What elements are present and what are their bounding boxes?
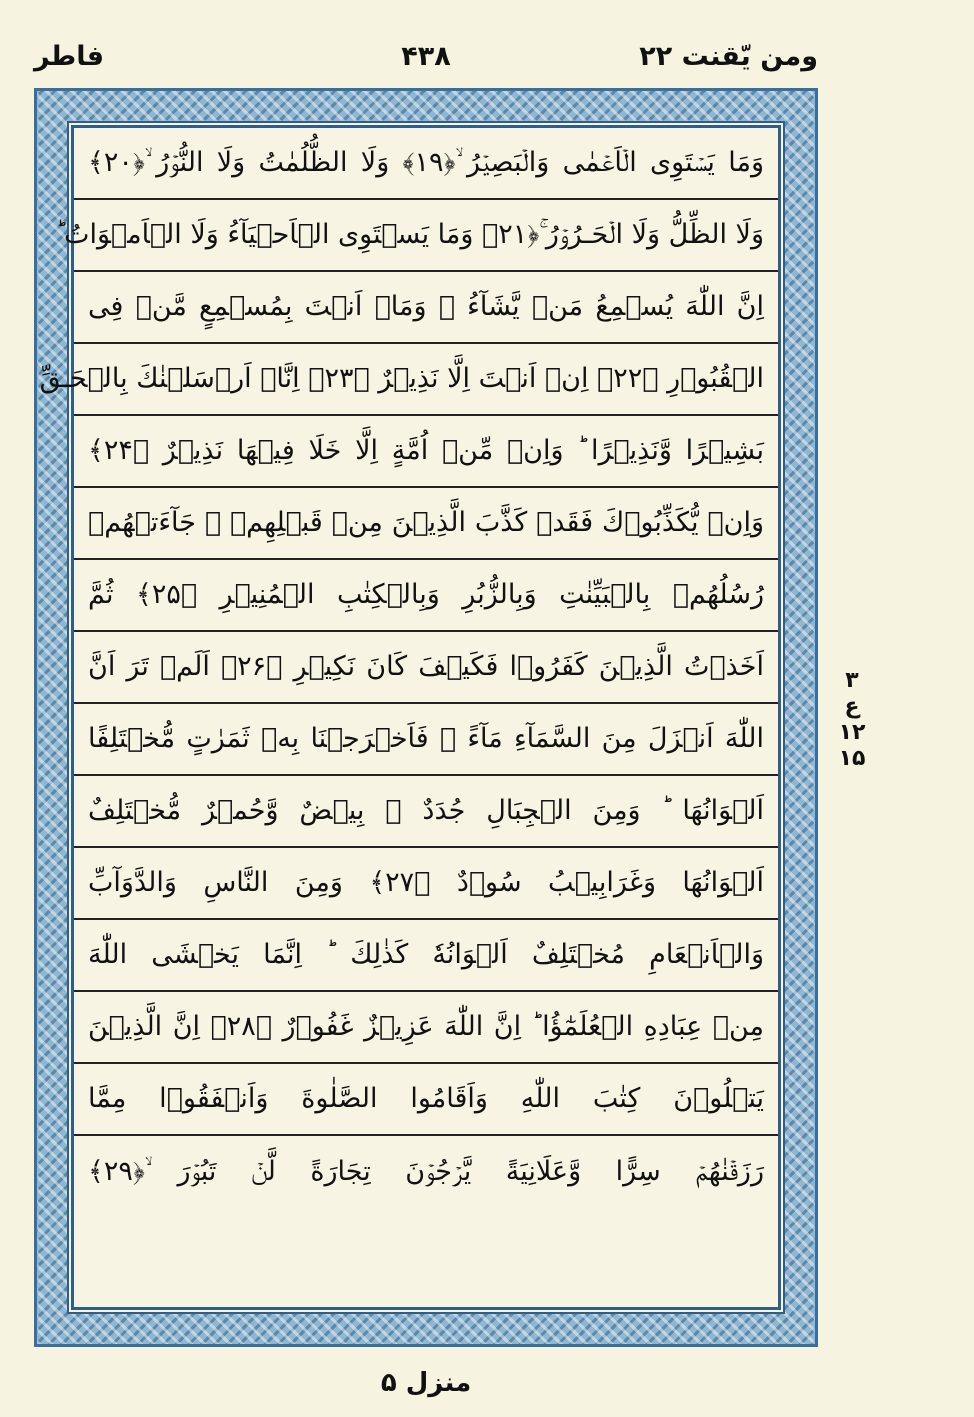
verse-text: بَشِيۡرًا وَّنَذِيۡرًا ؕ وَاِنۡ مِّنۡ اُمَّةٍ اِلَّا خَلَا فِيۡهَا نَذِيۡرٌ ﴿۲۴﴾ xyxy=(88,435,764,466)
manzil-footer: منزل ۵ xyxy=(380,1368,472,1398)
text-panel xyxy=(39,125,781,1310)
verse-text: يَتۡلُوۡنَ كِتٰبَ اللّٰهِ وَاَقَامُوا الصَّلٰوةَ وَاَنۡفَقُوۡا مِمَّا xyxy=(88,1083,764,1114)
verse-text: رَزَقۡنٰهُمۡ سِرًّا وَّعَلَانِيَةً يَّرۡجُوۡنَ تِجَارَةً لَّنۡ تَبُوۡرَ ۙ﴿۲۹﴾ xyxy=(88,1156,764,1187)
text-line-10 xyxy=(74,776,778,848)
text-line-1 xyxy=(74,128,778,200)
verse-text: اللّٰهَ اَنۡزَلَ مِنَ السَّمَآءِ مَآءً ۚ فَاَخۡرَجۡنَا بِهٖ ثَمَرٰتٍ مُّخۡتَلِفًا xyxy=(88,723,764,754)
text-line-6 xyxy=(74,488,778,560)
verse-text: مِنۡ عِبَادِهِ الۡعُلَمٰٓؤُا ؕ اِنَّ اللّٰهَ عَزِيۡزٌ غَفُوۡرٌ ﴿۲۸﴾ اِنَّ الَّذِيۡنَ xyxy=(88,1011,765,1042)
text-line-13 xyxy=(74,992,778,1064)
verse-text: اِنَّ اللّٰهَ يُسۡمِعُ مَنۡ يَّشَآءُ ۚ وَمَاۤ اَنۡتَ بِمُسۡمِعٍ مَّنۡ فِى xyxy=(88,291,764,322)
verse-text: اَخَذۡتُ الَّذِيۡنَ كَفَرُوۡا فَكَيۡفَ كَانَ نَكِيۡرِ ﴿۲۶﴾ اَلَمۡ تَرَ اَنَّ xyxy=(88,651,764,682)
verse-text: رُسُلُهُمۡ بِالۡبَيِّنٰتِ وَبِالزُّبُرِ وَبِالۡكِتٰبِ الۡمُنِيۡرِ ﴿۲۵﴾ ثُمَّ xyxy=(88,579,764,610)
text-line-15 xyxy=(74,1136,778,1208)
verse-text: وَمَا يَسۡتَوِى الۡاَعۡمٰى وَالۡبَصِيۡرُ ۙ﴿۱۹﴾ وَلَا الظُّلُمٰتُ وَلَا النُّوۡرُ ۙ﴿۲۰﴾ xyxy=(88,147,764,178)
verse-text: وَاِنۡ يُّكَذِّبُوۡكَ فَقَدۡ كَذَّبَ الَّذِيۡنَ مِنۡ قَبۡلِهِمۡ ۚ جَآءَتۡهُمۡ xyxy=(88,507,764,538)
text-line-5 xyxy=(74,416,778,488)
text-line-3 xyxy=(74,272,778,344)
verse-text: وَلَا الظِّلُّ وَلَا الۡحَـرُوۡرُ ۚ﴿۲۱﴾ وَمَا يَسۡتَوِى الۡاَحۡيَآءُ وَلَا الۡاَمۡوَاتُ ؕ xyxy=(55,219,764,250)
ruku-marker-middle: ع ۱۲ xyxy=(838,694,866,745)
text-line-12 xyxy=(74,920,778,992)
text-line-11 xyxy=(74,848,778,920)
text-line-2 xyxy=(55,200,778,272)
text-line-7 xyxy=(74,560,778,632)
text-line-4 xyxy=(39,344,778,416)
ruku-marker xyxy=(828,668,876,772)
text-line-14 xyxy=(74,1064,778,1136)
page-header xyxy=(34,30,818,86)
text-line-8 xyxy=(74,632,778,704)
verse-text: وَالۡاَنۡعَامِ مُخۡتَلِفٌ اَلۡوَانُهٗ كَذٰلِكَ ؕ اِنَّمَا يَخۡشَى اللّٰهَ xyxy=(88,939,764,970)
verse-text: الۡقُبُوۡرِ ﴿۲۲﴾ اِنۡ اَنۡتَ اِلَّا نَذِيۡرٌ ﴿۲۳﴾ اِنَّاۤ اَرۡسَلۡنٰكَ بِالۡحَـقِّ xyxy=(39,363,764,394)
verse-text: اَلۡوَانُهَا وَغَرَابِيۡبُ سُوۡدٌ ﴿۲۷﴾ وَمِنَ النَّاسِ وَالدَّوَآبِّ xyxy=(88,867,764,898)
verse-text: اَلۡوَانُهَا ؕ وَمِنَ الۡجِبَالِ جُدَدٌ ۢ بِيۡضٌ وَّحُمۡرٌ مُّخۡتَلِفٌ xyxy=(88,795,764,826)
text-line-9 xyxy=(74,704,778,776)
surah-name: فاطر xyxy=(34,41,105,72)
ruku-marker-top: ۳ xyxy=(845,668,859,693)
page-number: ۴۳۸ xyxy=(401,41,451,72)
ruku-marker-bottom: ۱۵ xyxy=(838,746,866,771)
decorative-border xyxy=(34,88,818,1347)
juz-title: ومن يّقنت ٢٢ xyxy=(639,41,818,72)
